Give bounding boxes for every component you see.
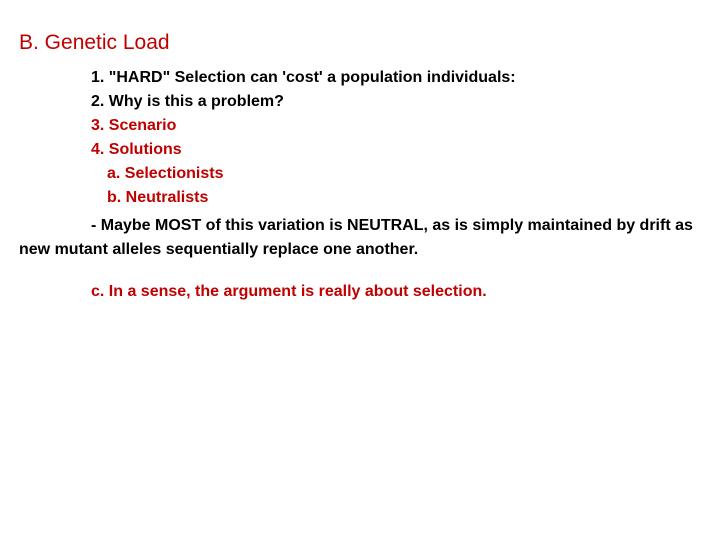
outline-list: [91, 66, 516, 210]
outline-item-2: 2. Why is this a problem?: [91, 93, 284, 110]
outline-item-1: 1. "HARD" Selection can 'cost' a population individuals:: [91, 69, 516, 86]
outline-item-3: 3. Scenario: [91, 117, 177, 134]
neutralist-paragraph: - Maybe MOST of this variation is NEUTRAL, as is simply maintained by drift as new mutant alleles sequentially replace one another.: [19, 217, 693, 258]
conclusion-line: c. In a sense, the argument is really about selection.: [91, 283, 487, 300]
outline-item-4b: b. Neutralists: [107, 189, 209, 206]
outline-item-4a: a. Selectionists: [107, 165, 224, 182]
slide-heading: B. Genetic Load: [19, 31, 170, 54]
outline-item-4: 4. Solutions: [91, 141, 182, 158]
